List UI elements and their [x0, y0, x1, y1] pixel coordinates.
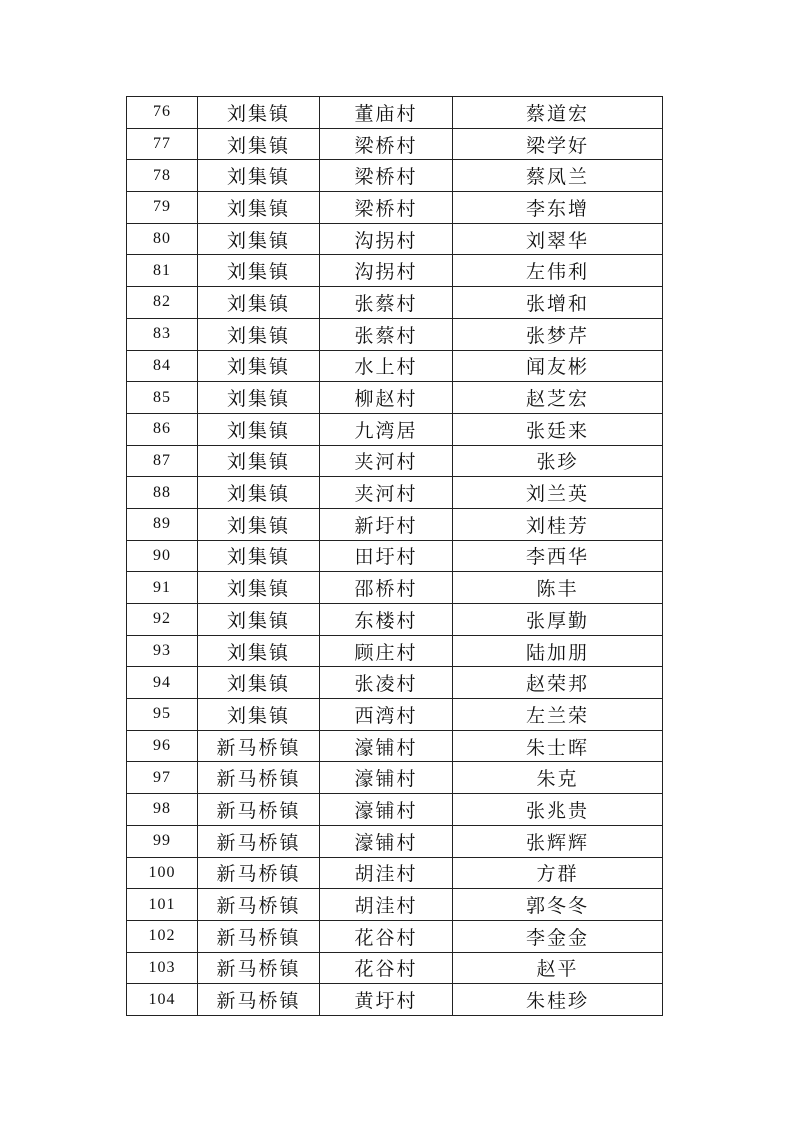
row-number: 96	[127, 730, 198, 762]
table-row	[127, 857, 663, 889]
town-name: 新马桥镇	[198, 857, 320, 889]
town-name: 刘集镇	[198, 223, 320, 255]
table-row	[127, 192, 663, 224]
village-name: 董庙村	[320, 97, 453, 129]
row-number: 81	[127, 255, 198, 287]
table-row	[127, 889, 663, 921]
person-name: 李金金	[453, 920, 663, 952]
village-name: 张蔡村	[320, 318, 453, 350]
row-number: 88	[127, 477, 198, 509]
village-name: 邵桥村	[320, 572, 453, 604]
town-name: 刘集镇	[198, 97, 320, 129]
person-name: 闻友彬	[453, 350, 663, 382]
table-row	[127, 97, 663, 129]
person-name: 张廷来	[453, 413, 663, 445]
village-name: 濠铺村	[320, 825, 453, 857]
person-name: 张兆贵	[453, 794, 663, 826]
row-number: 80	[127, 223, 198, 255]
village-name: 胡洼村	[320, 857, 453, 889]
row-number: 94	[127, 667, 198, 699]
person-name: 左兰荣	[453, 699, 663, 731]
row-number: 89	[127, 508, 198, 540]
town-name: 新马桥镇	[198, 920, 320, 952]
town-name: 刘集镇	[198, 604, 320, 636]
person-name: 张辉辉	[453, 825, 663, 857]
table-row	[127, 477, 663, 509]
table-row	[127, 604, 663, 636]
row-number: 82	[127, 287, 198, 319]
person-name: 方群	[453, 857, 663, 889]
village-name: 九湾居	[320, 413, 453, 445]
town-name: 刘集镇	[198, 128, 320, 160]
table-row	[127, 413, 663, 445]
town-name: 新马桥镇	[198, 889, 320, 921]
town-name: 刘集镇	[198, 192, 320, 224]
town-name: 刘集镇	[198, 445, 320, 477]
table-row	[127, 794, 663, 826]
person-name: 刘桂芳	[453, 508, 663, 540]
table-row	[127, 160, 663, 192]
village-name: 濠铺村	[320, 730, 453, 762]
roster-table-body	[127, 97, 663, 1016]
row-number: 99	[127, 825, 198, 857]
town-name: 刘集镇	[198, 382, 320, 414]
row-number: 86	[127, 413, 198, 445]
table-row	[127, 952, 663, 984]
person-name: 刘翠华	[453, 223, 663, 255]
row-number: 77	[127, 128, 198, 160]
village-name: 张凌村	[320, 667, 453, 699]
town-name: 刘集镇	[198, 477, 320, 509]
table-row	[127, 699, 663, 731]
row-number: 103	[127, 952, 198, 984]
town-name: 新马桥镇	[198, 952, 320, 984]
town-name: 刘集镇	[198, 540, 320, 572]
row-number: 102	[127, 920, 198, 952]
row-number: 85	[127, 382, 198, 414]
table-row	[127, 287, 663, 319]
town-name: 刘集镇	[198, 350, 320, 382]
table-row	[127, 128, 663, 160]
row-number: 76	[127, 97, 198, 129]
village-name: 黄圩村	[320, 984, 453, 1016]
table-row	[127, 255, 663, 287]
village-name: 花谷村	[320, 952, 453, 984]
row-number: 98	[127, 794, 198, 826]
village-name: 夹河村	[320, 445, 453, 477]
table-row	[127, 635, 663, 667]
town-name: 新马桥镇	[198, 984, 320, 1016]
town-name: 刘集镇	[198, 572, 320, 604]
town-name: 刘集镇	[198, 413, 320, 445]
row-number: 97	[127, 762, 198, 794]
row-number: 101	[127, 889, 198, 921]
person-name: 赵芝宏	[453, 382, 663, 414]
table-row	[127, 445, 663, 477]
village-name: 东楼村	[320, 604, 453, 636]
row-number: 78	[127, 160, 198, 192]
town-name: 刘集镇	[198, 667, 320, 699]
person-name: 张梦芹	[453, 318, 663, 350]
row-number: 100	[127, 857, 198, 889]
table-row	[127, 730, 663, 762]
table-row	[127, 762, 663, 794]
person-name: 张珍	[453, 445, 663, 477]
village-name: 西湾村	[320, 699, 453, 731]
person-name: 蔡道宏	[453, 97, 663, 129]
row-number: 92	[127, 604, 198, 636]
town-name: 刘集镇	[198, 160, 320, 192]
row-number: 87	[127, 445, 198, 477]
table-row	[127, 920, 663, 952]
person-name: 左伟利	[453, 255, 663, 287]
row-number: 95	[127, 699, 198, 731]
person-name: 梁学好	[453, 128, 663, 160]
row-number: 84	[127, 350, 198, 382]
village-name: 梁桥村	[320, 192, 453, 224]
village-name: 梁桥村	[320, 160, 453, 192]
town-name: 刘集镇	[198, 635, 320, 667]
person-name: 朱士晖	[453, 730, 663, 762]
person-name: 张厚勤	[453, 604, 663, 636]
person-name: 赵平	[453, 952, 663, 984]
table-row	[127, 508, 663, 540]
person-name: 张增和	[453, 287, 663, 319]
village-name: 张蔡村	[320, 287, 453, 319]
village-name: 濠铺村	[320, 762, 453, 794]
row-number: 83	[127, 318, 198, 350]
person-name: 朱克	[453, 762, 663, 794]
village-name: 梁桥村	[320, 128, 453, 160]
person-name: 赵荣邦	[453, 667, 663, 699]
row-number: 91	[127, 572, 198, 604]
person-name: 郭冬冬	[453, 889, 663, 921]
table-row	[127, 825, 663, 857]
village-name: 沟拐村	[320, 255, 453, 287]
table-row	[127, 667, 663, 699]
town-name: 刘集镇	[198, 318, 320, 350]
town-name: 新马桥镇	[198, 762, 320, 794]
village-name: 水上村	[320, 350, 453, 382]
table-row	[127, 350, 663, 382]
table-row	[127, 984, 663, 1016]
table-row	[127, 572, 663, 604]
person-name: 陈丰	[453, 572, 663, 604]
village-name: 濠铺村	[320, 794, 453, 826]
table-row	[127, 223, 663, 255]
town-name: 新马桥镇	[198, 825, 320, 857]
row-number: 104	[127, 984, 198, 1016]
town-name: 刘集镇	[198, 287, 320, 319]
village-name: 柳赵村	[320, 382, 453, 414]
person-name: 朱桂珍	[453, 984, 663, 1016]
row-number: 90	[127, 540, 198, 572]
village-name: 夹河村	[320, 477, 453, 509]
village-name: 新圩村	[320, 508, 453, 540]
town-name: 刘集镇	[198, 699, 320, 731]
roster-table	[126, 96, 663, 1016]
village-name: 顾庄村	[320, 635, 453, 667]
village-name: 田圩村	[320, 540, 453, 572]
row-number: 93	[127, 635, 198, 667]
person-name: 陆加朋	[453, 635, 663, 667]
town-name: 新马桥镇	[198, 730, 320, 762]
town-name: 新马桥镇	[198, 794, 320, 826]
person-name: 蔡凤兰	[453, 160, 663, 192]
person-name: 李东增	[453, 192, 663, 224]
town-name: 刘集镇	[198, 255, 320, 287]
village-name: 花谷村	[320, 920, 453, 952]
village-name: 胡洼村	[320, 889, 453, 921]
person-name: 刘兰英	[453, 477, 663, 509]
village-name: 沟拐村	[320, 223, 453, 255]
row-number: 79	[127, 192, 198, 224]
table-row	[127, 382, 663, 414]
person-name: 李西华	[453, 540, 663, 572]
table-row	[127, 540, 663, 572]
town-name: 刘集镇	[198, 508, 320, 540]
table-row	[127, 318, 663, 350]
